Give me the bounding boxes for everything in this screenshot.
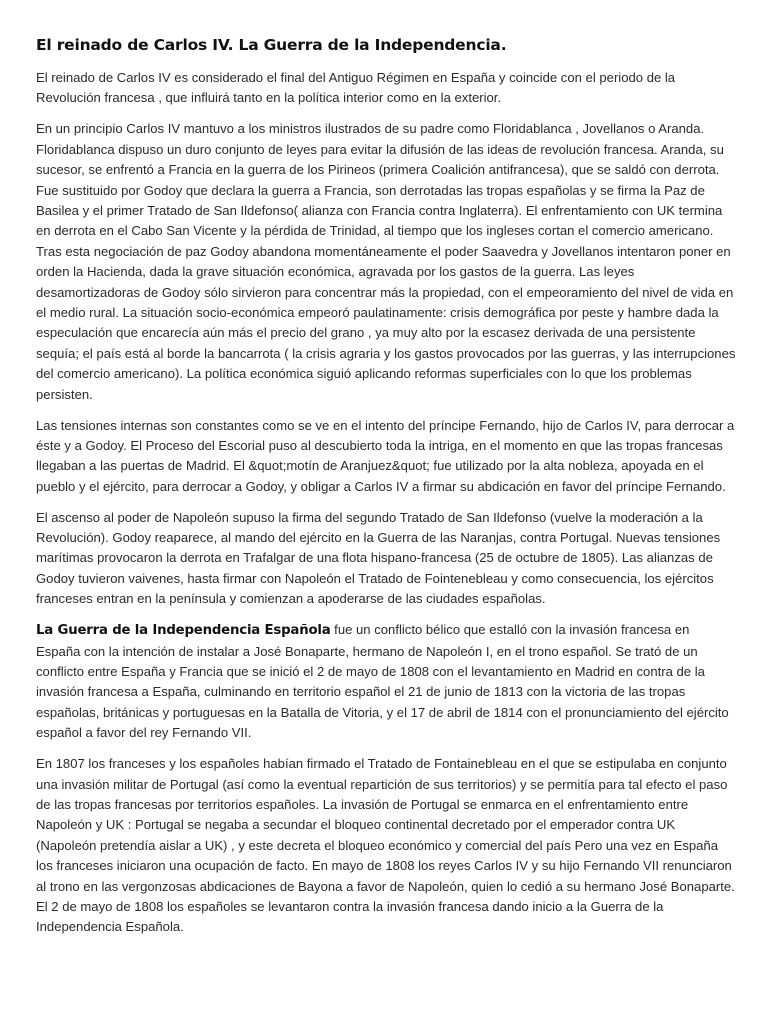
paragraph-ministers: En un principio Carlos IV mantuvo a los ministros ilustrados de su padre como Floridablanca , Jovellanos o Aranda. Floridablanca dispuso un duro conjunto de leyes para evitar la difusión de las ideas de revolución francesa. Aranda, su sucesor, se enfrentó a Francia en la guerra de los Pirineos (primera Coalición antifrancesa), que se saldó con derrota. Fue sustituido por Godoy que declara la guerra a Francia, son derrotadas las tropas españolas y se firma la Paz de Basilea y el primer Tratado de San Ildefonso( alianza con Francia contra Inglaterra). El enfrentamiento con UK termina en derrota en el Cabo San Vicente y la pérdida de Trinidad, al tiempo que los ingleses cortan el comercio americano. Tras esta negociación de paz Godoy abandona momentáneamente el poder Saavedra y Jovellanos intentaron poner en orden la Hacienda, dada la grave situación económica, agravada por los gastos de la guerra. Las leyes desamortizadoras de Godoy sólo sirvieron para concentrar más la propiedad, con el empeoramiento del nivel de vida en el medio rural. La situación socio-económica empeoró paulatinamente: crisis demográfica por peste y hambre dada la especulación que encarecía aún más el precio del grano , ya muy alto por la escasez derivada de una persistente sequía; el país está al borde la bancarrota ( la crisis agraria y los gastos provocados por las guerras, y las interrupciones del comercio americano). La política económica siguió aplicando reformas superficiales con lo que los problemas persisten. xyxy=(36,121,736,402)
war-paragraph-text: fue un conflicto bélico que estalló con la invasión francesa en España con la intención de instalar a José Bonaparte, hermano de Napoleón I, en el trono español. Se trató de un conflicto entre España y Francia que se inició el 2 de mayo de 1808 con el levantamiento en Madrid en contra de la invasión francesa a España, culminando en territorio español el 21 de junio de 1813 con la victoria de las tropas españolas, británicas y portuguesas en la Batalla de Vitoria, y el 17 de abril de 1814 con el pronunciamiento del ejército español a favor del rey Fernando VII. xyxy=(36,622,729,741)
paragraph-war-of-independence xyxy=(36,620,736,743)
paragraph-fontainebleau: En 1807 los franceses y los españoles habían firmado el Tratado de Fontainebleau en el que se estipulaba en conjunto una invasión militar de Portugal (así como la eventual repartición de sus territorios) y se permitía para tal efecto el paso de las tropas francesas por territorios españoles. La invasión de Portugal se enmarca en el enfrentamiento entre Napoleón y UK : Portugal se negaba a secundar el bloqueo continental decretado por el emperador contra UK (Napoleón pretendía aislar a UK) , y este decreta el bloqueo económico y comercial del país Pero una vez en España los franceses iniciaron una ocupación de facto. En mayo de 1808 los reyes Carlos IV y su hijo Fernando VII renunciaron al trono en las vergonzosas abdicaciones de Bayona a favor de Napoleón, quien lo cedió a su hermano José Bonaparte. El 2 de mayo de 1808 los españoles se levantaron contra la invasión francesa dando inicio a la Guerra de la Independencia Española. xyxy=(36,756,735,935)
paragraph-napoleon: El ascenso al poder de Napoleón supuso la firma del segundo Tratado de San Ildefonso (vuelve la moderación a la Revolución). Godoy reaparece, al mando del ejército en la Guerra de las Naranjas, contra Portugal. Nuevas tensiones marítimas provocaron la derrota en Trafalgar de una flota hispano-francesa (25 de octubre de 1805). Las alianzas de Godoy tuvieron vaivenes, hasta firmar con Napoleón el Tratado de Fointenebleau y como consecuencia, los ejércitos franceses entran en la península y comienzan a apoderarse de las ciudades españolas. xyxy=(36,509,721,607)
paragraph-intro: El reinado de Carlos IV es considerado el final del Antiguo Régimen en España y coincide con el periodo de la Revolución francesa , que influirá tanto en la política interior como en la exterior. xyxy=(36,70,676,106)
document-page xyxy=(36,34,736,948)
document-title: El reinado de Carlos IV. La Guerra de la Independencia. xyxy=(36,36,507,54)
paragraph-internal-tensions: Las tensiones internas son constantes como se ve en el intento del príncipe Fernando, hijo de Carlos IV, para derrocar a éste y a Godoy. El Proceso del Escorial puso al descubierto toda la intriga, en el momento en que las tropas francesas llegaban a las puertas de Madrid. El &quot;motín de Aranjuez&quot; fue utilizado por la alta nobleza, apoyada en el pueblo y el ejército, para derrocar a Godoy, y obligar a Carlos IV a firmar su abdicación en favor del príncipe Fernando. xyxy=(36,417,735,494)
war-heading-inline: La Guerra de la Independencia Española xyxy=(36,623,331,639)
